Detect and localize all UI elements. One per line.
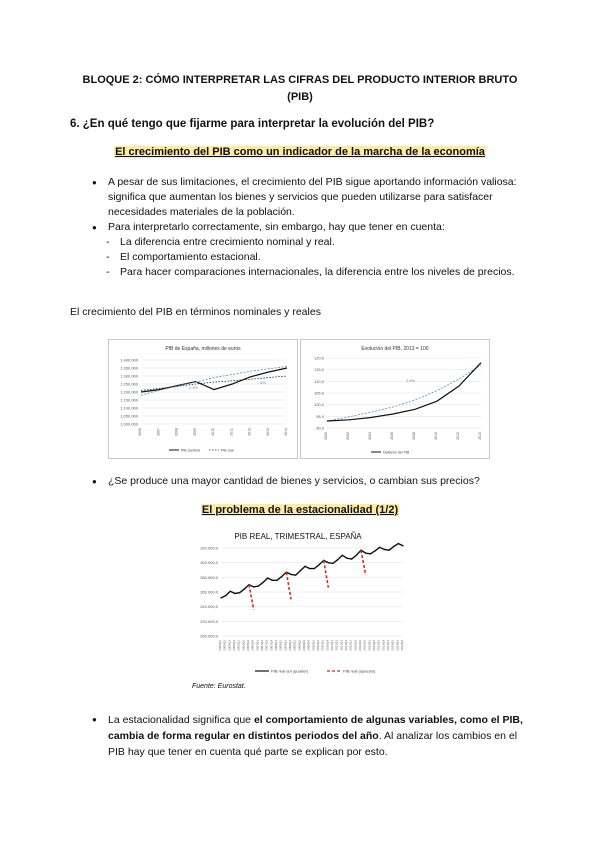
- x-tick-label: 2000: [324, 432, 328, 440]
- x-tick-label: 2012Q3: [358, 640, 362, 651]
- data-point: [239, 592, 240, 593]
- data-point: [309, 568, 310, 569]
- x-tick-label: 2007Q1: [255, 640, 260, 651]
- x-tick-label: 2007Q4: [269, 640, 274, 651]
- x-tick-label: 2013Q4: [381, 640, 386, 651]
- x-tick-label: 2008Q3: [283, 640, 288, 651]
- chart-title: PIB REAL, TRIMESTRAL, ESPAÑA: [234, 532, 362, 541]
- chart-nominal-real: [108, 339, 298, 459]
- data-point: [365, 552, 366, 553]
- x-tick-label: 2014Q2: [390, 640, 395, 651]
- final-text-2: . Al analizar los cambios en el PIB hay que tener en cuenta qué parte se explican por esto.: [108, 730, 518, 758]
- x-tick-label: 2013Q3: [376, 640, 381, 651]
- y-tick-label: 1.400.000: [120, 357, 138, 363]
- bullet-item: [92, 712, 532, 760]
- data-point: [332, 563, 333, 564]
- y-tick-label: 115,0: [314, 367, 324, 373]
- x-tick-label: 2012: [247, 428, 252, 436]
- final-text-bold: el comportamiento de algunas variables, como el PIB, cambia de forma regular en distintos periodos del año: [108, 714, 523, 742]
- data-point: [258, 585, 259, 586]
- section-heading-seasonality-text: El problema de la estacionalidad (1/2): [201, 504, 399, 516]
- x-tick-label: 2011Q4: [344, 640, 348, 651]
- annotation: 2,2%: [189, 385, 199, 390]
- x-tick-label: 2012Q4: [362, 640, 367, 651]
- bullet-list-2: [92, 474, 532, 489]
- x-tick-label: 2014Q4: [400, 640, 404, 651]
- x-tick-label: 2012: [456, 432, 460, 440]
- x-tick-label: 2010Q4: [325, 640, 330, 651]
- x-tick-label: 2013Q1: [367, 640, 372, 651]
- chart-seasonality: [185, 530, 411, 678]
- y-tick-label: 95,0: [316, 413, 324, 419]
- data-point: [267, 577, 268, 578]
- annotation: 4%: [260, 380, 266, 385]
- x-tick-label: 2007Q2: [260, 640, 264, 651]
- x-tick-label: 2006Q4: [250, 640, 255, 651]
- chart-nominal-real-svg: [109, 340, 297, 458]
- final-bullet: [92, 712, 532, 760]
- x-tick-label: 2010: [211, 428, 215, 436]
- legend-label: PIB real: [221, 448, 234, 453]
- x-tick-label: 2006: [390, 432, 394, 440]
- x-tick-label: 2008: [174, 428, 179, 436]
- x-tick-label: 2008Q4: [288, 640, 292, 651]
- data-point: [370, 553, 371, 554]
- source-note: Fuente: Eurostat.: [192, 683, 246, 690]
- y-tick-label: 280.000,0: [200, 574, 218, 580]
- y-tick-label: 1.200.000: [120, 389, 138, 395]
- data-point: [220, 597, 221, 598]
- data-point: [393, 546, 394, 547]
- data-point: [272, 580, 273, 581]
- data-point: [230, 591, 231, 592]
- data-point: [234, 593, 235, 594]
- data-point: [295, 574, 296, 575]
- bullet-list-1: [92, 175, 532, 280]
- data-point: [281, 576, 282, 577]
- question-heading: 6. ¿En qué tengo que fijarme para interpretar la evolución del PIB?: [70, 118, 435, 130]
- x-tick-label: 2002: [346, 432, 350, 440]
- data-point: [337, 559, 338, 560]
- x-tick-label: 2014: [478, 432, 482, 440]
- y-tick-label: 300.000,0: [200, 560, 218, 566]
- x-tick-label: 2013Q2: [372, 640, 376, 651]
- chart-seasonality-svg: [185, 530, 411, 678]
- x-tick-label: 2006Q2: [241, 640, 246, 651]
- data-point: [300, 570, 301, 571]
- section-heading-seasonality: [0, 504, 600, 516]
- x-tick-label: 2010Q3: [320, 640, 325, 651]
- seasonal-drop-segment: [249, 585, 254, 610]
- data-point: [379, 547, 380, 548]
- x-tick-label: 2009: [192, 428, 197, 436]
- x-tick-label: 2014Q3: [395, 640, 400, 651]
- page-title: BLOQUE 2: CÓMO INTERPRETAR LAS CIFRAS DEL PRODUCTO INTERIOR BRUTO (PIB): [82, 74, 518, 103]
- annotation: 2,6%: [406, 378, 416, 383]
- data-point: [356, 555, 357, 556]
- y-tick-label: 110,0: [314, 378, 324, 384]
- x-tick-label: 2008: [412, 432, 416, 440]
- x-tick-label: 2011Q2: [334, 640, 339, 651]
- x-tick-label: 2005Q3: [227, 640, 232, 651]
- y-tick-label: 320.000,0: [200, 545, 218, 551]
- dash-item: - Para hacer comparaciones internacionales, la diferencia entre los niveles de precios.: [92, 265, 532, 280]
- section-heading-growth: [0, 146, 600, 158]
- data-point: [225, 595, 226, 596]
- data-point: [388, 550, 389, 551]
- y-tick-label: 100,0: [313, 402, 324, 408]
- x-tick-label: 2010Q2: [316, 640, 320, 651]
- y-tick-label: 105,0: [313, 390, 324, 396]
- x-tick-label: 2009Q2: [297, 640, 302, 651]
- y-tick-label: 200.000,0: [200, 633, 218, 639]
- x-tick-label: 2009Q1: [292, 640, 297, 651]
- y-tick-label: 1.050.000: [120, 413, 138, 419]
- x-tick-label: 2009Q4: [306, 640, 311, 651]
- bullet-item: ● A pesar de sus limitaciones, el crecimiento del PIB sigue aportando información valiosa: significa que aumentan los bienes y servicios que pueden utilizarse para satisfacer necesidades materiales de la población.: [92, 175, 532, 220]
- data-point: [304, 566, 305, 567]
- x-tick-label: 2011Q1: [330, 640, 334, 651]
- y-tick-label: 1.300.000: [120, 373, 138, 379]
- legend-label: PIB nominal: [181, 448, 200, 453]
- data-point: [314, 568, 315, 569]
- x-tick-label: 2009Q3: [302, 640, 306, 651]
- x-tick-label: 2011Q3: [339, 640, 344, 651]
- x-tick-label: 2010Q1: [311, 640, 316, 651]
- bullet-item: ● Para interpretarlo correctamente, sin embargo, hay que tener en cuenta:: [92, 220, 532, 235]
- bullet-item: ● ¿Se produce una mayor cantidad de bienes y servicios, o cambian sus precios?: [92, 474, 532, 489]
- y-tick-label: 220.000,0: [200, 618, 218, 624]
- data-point: [244, 588, 245, 589]
- data-point: [262, 582, 263, 583]
- y-tick-label: 120,0: [313, 355, 324, 361]
- y-tick-label: 260.000,0: [200, 589, 218, 595]
- y-tick-label: 1.100.000: [120, 405, 138, 411]
- x-tick-label: 2006Q3: [246, 640, 250, 651]
- data-point: [318, 564, 319, 565]
- x-tick-label: 2006Q1: [236, 640, 241, 651]
- y-tick-label: 1.350.000: [120, 365, 138, 371]
- legend-label: Deflactor del PIB: [383, 450, 410, 455]
- final-text-1: La estacionalidad significa que: [108, 714, 254, 726]
- y-tick-label: 1.000.000: [120, 421, 138, 427]
- data-point: [290, 574, 291, 575]
- x-tick-label: 2014Q1: [386, 640, 390, 651]
- data-point: [328, 562, 329, 563]
- x-tick-label: 2005Q4: [232, 640, 236, 651]
- data-point: [276, 580, 277, 581]
- data-point: [253, 586, 254, 587]
- data-point: [398, 543, 399, 544]
- x-tick-label: 2005Q2: [222, 640, 227, 651]
- seasonal-drop-segment: [286, 572, 291, 599]
- data-point: [402, 545, 403, 546]
- x-tick-label: 2007Q3: [264, 640, 269, 651]
- x-tick-label: 2004: [368, 432, 372, 440]
- series-line-pib-real: [221, 544, 403, 598]
- x-tick-label: 2008Q1: [274, 640, 278, 651]
- dash-item: - La diferencia entre crecimiento nominal y real.: [92, 235, 532, 250]
- x-tick-label: 2014: [284, 428, 288, 436]
- section-heading-growth-text: El crecimiento del PIB como un indicador de la marcha de la economía: [115, 146, 485, 158]
- seasonal-drop-segment: [324, 560, 329, 587]
- x-tick-label: 2006: [138, 428, 142, 436]
- y-tick-label: 90,0: [316, 425, 324, 431]
- x-tick-label: 2012Q1: [348, 640, 353, 651]
- y-tick-label: 1.250.000: [120, 381, 138, 387]
- x-tick-label: 2005Q1: [218, 640, 222, 651]
- legend-label: PIB real (en jquarter): [271, 668, 309, 674]
- series-line-1: [327, 363, 481, 421]
- data-point: [351, 558, 352, 559]
- y-tick-label: 240.000,0: [200, 604, 218, 610]
- chart-title: PIB de España, millones de euros: [165, 346, 241, 352]
- x-tick-label: 2008Q2: [278, 640, 283, 651]
- data-point: [374, 550, 375, 551]
- data-point: [346, 558, 347, 559]
- dash-item: - El comportamiento estacional.: [92, 250, 532, 265]
- x-tick-label: 2010: [434, 432, 438, 440]
- x-tick-label: 2013: [265, 428, 270, 436]
- x-tick-label: 2011: [229, 428, 234, 436]
- x-tick-label: 2007: [156, 428, 161, 436]
- legend-label: PIB real (apuesto): [343, 668, 376, 674]
- charts-caption: El crecimiento del PIB en términos nominales y reales: [70, 306, 321, 318]
- chart-deflator: [300, 339, 490, 459]
- y-tick-label: 1.150.000: [120, 397, 138, 403]
- data-point: [384, 549, 385, 550]
- chart-title: Evolución del PIB, 2013 = 100: [361, 346, 429, 352]
- data-point: [342, 555, 343, 556]
- chart-deflator-svg: [301, 340, 489, 458]
- x-tick-label: 2012Q2: [353, 640, 358, 651]
